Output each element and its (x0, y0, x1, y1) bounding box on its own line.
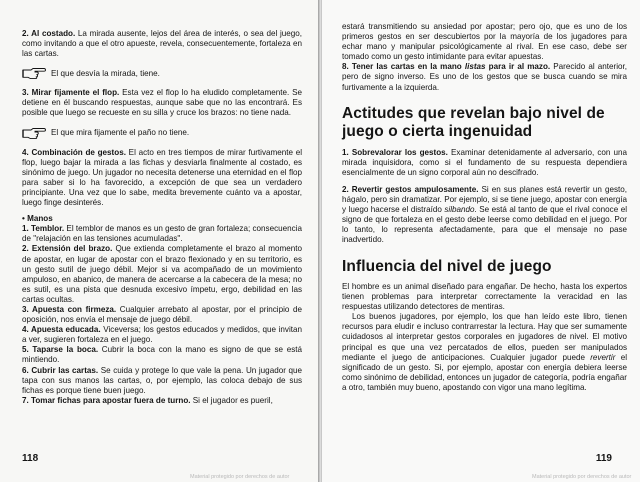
pointing-hand-icon (22, 67, 46, 79)
item-lead: 4. Combinación de gestos. (22, 147, 126, 157)
item-text: Viceversa; los gestos educados y medidos, que invitan a ver, sugieren fortaleza en el juego. (22, 325, 303, 345)
paragraph-buenos-jugadores (342, 312, 627, 393)
copyright-watermark: Material protegido por derechos de autor (190, 474, 290, 480)
item-lead: 7. Tomar fichas para apostar fuera de turno. (22, 395, 191, 405)
paragraph-mirar-flop (22, 88, 302, 118)
list-item (22, 305, 302, 325)
hands-heading: • Manos (22, 214, 53, 224)
note-stares-felt (22, 127, 302, 139)
list-item (22, 325, 302, 345)
left-page (0, 0, 318, 482)
item-lead: 1. Sobrevalorar los gestos. (342, 147, 448, 157)
item-text: Si en sus planes está revertir un gesto, hágalo, pero sin dramatizar. Por ejemplo, si se tiene juego, apostar con energía y luego hacerse el distraído (342, 184, 628, 215)
paragraph-tener-cartas (342, 62, 627, 92)
item-text: Cualquier arrebato al apostar, por el principio de oposición, nos envía el mensaje de juego débil. (22, 304, 302, 325)
item-lead-italic: listas (464, 62, 486, 72)
list-item (22, 366, 302, 396)
item-lead: 2. Extensión del brazo. (22, 244, 113, 254)
item-text-end: . Se está al tanto de que el rival conoce el signo de que fortaleza en el gesto debe leerse como debilidad en el juego. Por lo tanto, lo representa afectadamente, para que el mensaje no pase inadvertido. (342, 205, 627, 245)
item-text: El acto en tres tiempos de mirar furtivamente el flop, luego bajar la mirada a las fichas y desviarla finalmente al costado, es sinónimo de juego. Un jugador no necesita detenerse una eternidad en el flop para saber si lo ha favorecido, a excepción de que sea un verdadero principiante. Una vez que lo sabe, medita brevemente cuánto va a apostar, luego finge desinterés. (22, 147, 302, 208)
item-text: La mirada ausente, lejos del área de interés, o sea del juego, como invitando a que el otro apueste, revela, consecuentemente, fortaleza en las cartas. (22, 29, 303, 59)
item-text-italic: revertir (590, 352, 616, 362)
item-lead: 5. Taparse la boca. (22, 345, 99, 355)
section-title-actitudes: Actitudes que revelan bajo nivel de juego o cierta ingenuidad (342, 104, 605, 141)
paragraph-hombre: El hombre es un animal diseñado para engañar. De hecho, hasta los expertos tienen problemas para interpretar correctamente la veracidad en las respuestas utilizando detectores de mentiras. (342, 282, 627, 312)
paragraph-combinacion (22, 148, 302, 209)
copyright-watermark: Material protegido por derechos de autor (532, 474, 632, 480)
list-item (22, 345, 302, 365)
item-text: Examinar detenidamente al adversario, con una mirada inquisidora, como si el fundamento de su respuesta dependiera esencialmente de un signo corporal aún no descifrado. (342, 147, 627, 177)
item-text: Se cuida y protege lo que vale la pena. Un jugador que tapa con sus manos las cartas, o, por ejemplo, las coloca debajo de sus fichas es porque tiene buen juego. (22, 365, 302, 395)
item-lead: 4. Apuesta educada. (22, 325, 101, 335)
item-text: Cubrir la boca con la mano es signo de que se está mintiendo. (22, 345, 303, 365)
item-text: Los buenos jugadores, por ejemplo, los que han leído este libro, tienen recursos para eludir e incluso contrarrestar la lectura. Hay que ser sumamente cuidadosos al interpretar gestos corporales en jugadores de nivel. El motivo principal es que una vez percatados de ellos, pueden ser manipulados mediante el juego de anticipaciones. Cualquier jugador puede (342, 312, 627, 362)
list-item (22, 396, 302, 406)
item-text-end: el significado de un gesto. Si, por ejemplo, apostar con energía debiera leerse como sinónimo de debilidad, entonces un jugador de categoría, podría engañar a otro, también muy bueno, apostando con vigor una mano legítima. (342, 352, 627, 392)
list-item (22, 244, 302, 305)
item-text: Parecido al anterior, pero de signo inverso. Es uno de los gestos que se busca cuando se mira furtivamente a la izquierda. (342, 62, 627, 92)
item-text: Esta vez el flop lo ha eludido completamente. Se detiene en él buscando respuestas, aunque sabe que no las encontrará. Es posible que luego se recueste en su silla y cruce los brazos: no tiene nada. (22, 88, 302, 118)
page-number-right: 119 (595, 453, 612, 464)
item-text: Si el jugador es pueril, (190, 395, 273, 405)
note-text: El que desvía la mirada, tiene. (51, 68, 160, 78)
item-lead (342, 62, 550, 71)
right-page (322, 0, 640, 482)
paragraph-revertir (342, 185, 627, 246)
item-text: Que extienda completamente el brazo al momento de apostar, en lugar de apostar con el brazo flexionado y en su territorio, es un gesto sutil de juego débil. Mejor si va acompañado de un movimiento ampuloso, en abanico, de manera de acercarse a la cabecera de la mesa; no es sutil, es una pista que desnuda excesivo ímpetu, ergo, debilidad en las cartas ocultas. (22, 244, 302, 304)
item-lead: 6. Cubrir las cartas. (22, 365, 99, 375)
note-looks-away (22, 67, 302, 79)
paragraph-al-costado (22, 29, 302, 59)
section-title-influencia: Influencia del nivel de juego (342, 257, 552, 275)
paragraph-sobrevalorar (342, 148, 627, 178)
item-lead-a: 8. Tener las cartas en la mano (342, 62, 465, 72)
item-lead: 3. Apuesta con firmeza. (22, 304, 117, 314)
paragraph-continuation: estará transmitiendo su ansiedad por apostar; pero ojo, que es uno de los primeros gestos en ser descubiertos por la mayoría de los jugadores para echar mano y manipular psicológicamente al rival. En ese caso, debe ser tomado como un gesto intimidante para evitar apuestas. (342, 22, 627, 62)
hands-list (22, 224, 302, 406)
item-lead-b: para ir al mazo. (485, 62, 551, 72)
item-text: El temblor de manos es un gesto de gran fortaleza; consecuencia de "relajación en las tensiones acumuladas". (22, 224, 302, 244)
page-number-left: 118 (22, 453, 39, 464)
item-lead: 1. Temblor. (22, 224, 65, 234)
item-lead: 2. Revertir gestos ampulosamente. (342, 184, 479, 194)
item-lead: 2. Al costado. (22, 29, 76, 38)
list-item (22, 224, 302, 244)
item-text-italic: silbando (444, 205, 475, 215)
pointing-hand-icon (22, 127, 46, 139)
note-text: El que mira fijamente el paño no tiene. (51, 128, 190, 138)
item-lead: 3. Mirar fijamente el flop. (22, 88, 120, 98)
